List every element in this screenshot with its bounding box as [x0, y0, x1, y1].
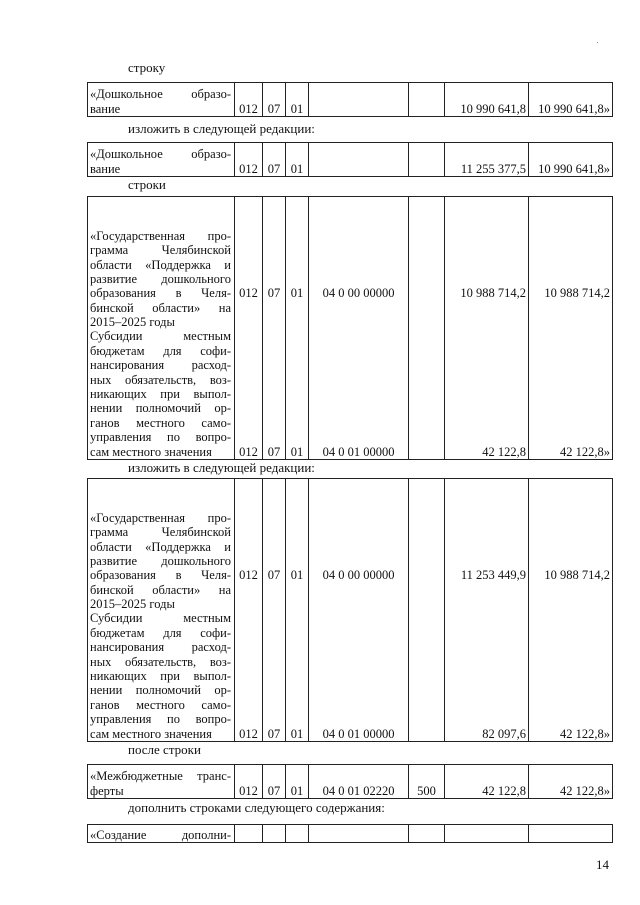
expense-type-cell	[409, 197, 445, 460]
expense-type-cell	[409, 83, 445, 117]
subsection-code-cell: 01	[286, 765, 309, 799]
caption-line: изложить в следующей редакции:	[128, 460, 315, 475]
table-row	[88, 197, 613, 460]
ministry-code-cell: 012 012	[235, 479, 263, 742]
description-line: 2015–2025 годы	[90, 597, 175, 612]
description-line: образования в Челя-	[90, 568, 231, 583]
description-line: Субсидии местным	[90, 611, 231, 626]
amount-cell-1: 10 988 714,2 42 122,8	[445, 197, 529, 460]
description-line: области «Поддержка и	[90, 539, 231, 554]
target-article-cell	[309, 143, 409, 177]
caption-line: строку	[128, 60, 166, 75]
description-line: бюджетам для софи-	[90, 625, 231, 640]
amount-cell-1: 11 255 377,5	[445, 143, 529, 177]
description-line: управления по вопро-	[90, 712, 231, 727]
section-code-cell: 07	[263, 83, 286, 117]
description-line: ганов местного само-	[90, 415, 231, 430]
subsection-code-cell: 01 01	[286, 197, 309, 460]
amount-cell-2: 10 990 641,8»	[529, 83, 613, 117]
table-row	[88, 765, 613, 799]
amount-cell-2: 10 988 714,2 42 122,8»	[529, 197, 613, 460]
amount-cell-2: 10 988 714,2 42 122,8»	[529, 479, 613, 742]
section-code-cell: 07 07	[263, 479, 286, 742]
table-row	[88, 479, 613, 742]
subsection-code-cell: 01	[286, 83, 309, 117]
description-line: бинской области» на	[90, 300, 231, 315]
description-line: управления по вопро-	[90, 430, 231, 445]
budget-table-old-preschool	[87, 82, 613, 117]
row-name-cell: «Создание дополни-	[88, 825, 235, 843]
description-line: нении полномочий ор-	[90, 401, 231, 416]
row-name-cell	[88, 479, 235, 742]
budget-table-new-preschool	[87, 142, 613, 177]
section-code-cell: 07	[263, 765, 286, 799]
ministry-code-cell: 012	[235, 143, 263, 177]
amount-cell-2: 10 990 641,8»	[529, 143, 613, 177]
amount-cell-1	[445, 825, 529, 843]
description-line: «Государственная про-	[90, 228, 231, 243]
description-line: ных обязательств, воз-	[90, 654, 231, 669]
budget-table-transfers	[87, 764, 613, 799]
description-line: ных обязательств, воз-	[90, 372, 231, 387]
description-line: бюджетам для софи-	[90, 343, 231, 358]
description-line: никающих при выпол-	[90, 387, 231, 402]
amount-cell-1: 11 253 449,9 82 097,6	[445, 479, 529, 742]
ministry-code-cell: 012 012	[235, 197, 263, 460]
description-line: грамма Челябинской	[90, 243, 231, 258]
target-article-cell: 04 0 00 00000 04 0 01 00000	[309, 197, 409, 460]
target-article-cell: 04 0 01 02220	[309, 765, 409, 799]
description-line: «Государственная про-	[90, 510, 231, 525]
target-article-cell: 04 0 00 00000 04 0 01 00000	[309, 479, 409, 742]
expense-type-cell	[409, 479, 445, 742]
budget-table-old-program	[87, 196, 613, 460]
table-row	[88, 83, 613, 117]
description-line: развитие дошкольного	[90, 271, 231, 286]
page-number: 14	[596, 857, 609, 872]
amount-cell-1: 42 122,8	[445, 765, 529, 799]
description-line: сам местного значения	[90, 444, 212, 459]
caption-line: строки	[128, 177, 166, 192]
scan-speck	[597, 42, 598, 43]
ministry-code-cell	[235, 825, 263, 843]
expense-type-cell: 500	[409, 765, 445, 799]
caption-line: дополнить строками следующего содержания:	[128, 800, 385, 815]
subsection-code-cell	[286, 825, 309, 843]
section-code-cell: 07	[263, 143, 286, 177]
subsection-code-cell: 01 01	[286, 479, 309, 742]
budget-table-new-program	[87, 478, 613, 742]
caption-line: изложить в следующей редакции:	[128, 121, 315, 136]
ministry-code-cell: 012	[235, 83, 263, 117]
section-code-cell	[263, 825, 286, 843]
description-line: грамма Челябинской	[90, 525, 231, 540]
description-line: образования в Челя-	[90, 286, 231, 301]
table-row	[88, 825, 613, 843]
amount-cell-1: 10 990 641,8	[445, 83, 529, 117]
ministry-code-cell: 012	[235, 765, 263, 799]
row-name-cell: «Межбюджетные транс- ферты	[88, 765, 235, 799]
description-line: Субсидии местным	[90, 329, 231, 344]
expense-type-cell	[409, 143, 445, 177]
budget-table-new-rows	[87, 824, 613, 843]
description-line: ганов местного само-	[90, 697, 231, 712]
subsection-code-cell: 01	[286, 143, 309, 177]
description-line: нансирования расход-	[90, 358, 231, 373]
description-line: нении полномочий ор-	[90, 683, 231, 698]
description-line: 2015–2025 годы	[90, 315, 175, 330]
amount-cell-2: 42 122,8»	[529, 765, 613, 799]
table-row	[88, 143, 613, 177]
description-line: области «Поддержка и	[90, 257, 231, 272]
description-line: нансирования расход-	[90, 640, 231, 655]
amount-cell-2	[529, 825, 613, 843]
expense-type-cell	[409, 825, 445, 843]
section-code-cell: 07 07	[263, 197, 286, 460]
target-article-cell	[309, 825, 409, 843]
row-name-cell	[88, 197, 235, 460]
description-line: бинской области» на	[90, 582, 231, 597]
row-name-cell: «Дошкольное образо- вание	[88, 143, 235, 177]
description-line: никающих при выпол-	[90, 669, 231, 684]
target-article-cell	[309, 83, 409, 117]
row-name-cell: «Дошкольное образо- вание	[88, 83, 235, 117]
description-line: сам местного значения	[90, 726, 212, 741]
caption-line: после строки	[128, 742, 201, 757]
description-line: развитие дошкольного	[90, 553, 231, 568]
